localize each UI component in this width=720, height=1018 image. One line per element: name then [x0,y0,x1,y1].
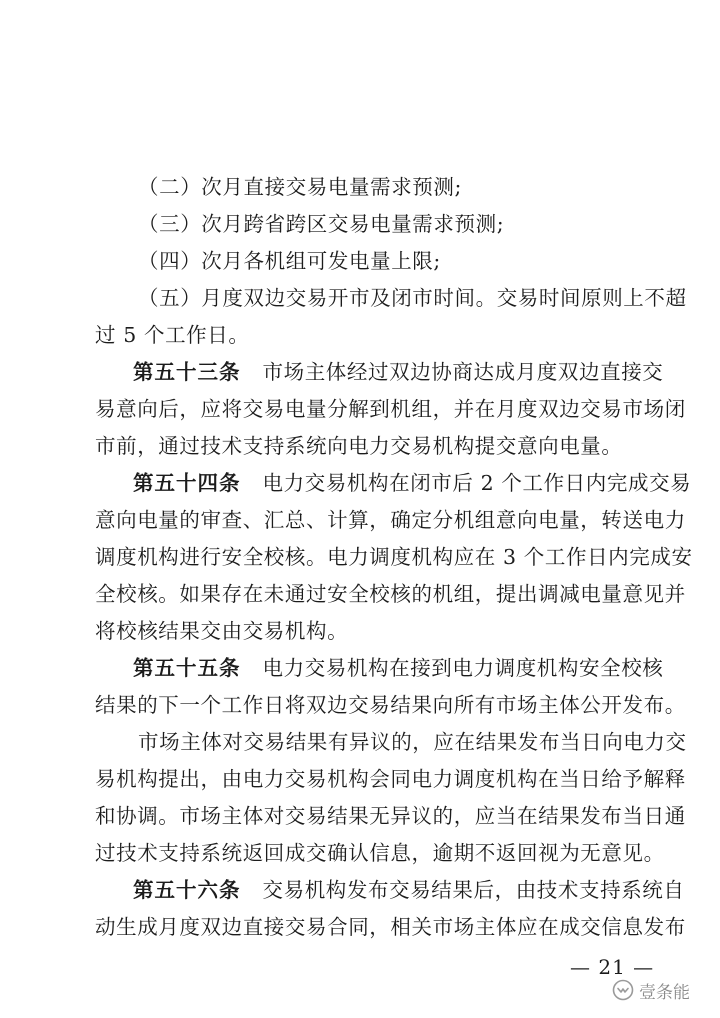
paragraph-line: 调度机构进行安全校核。电力调度机构应在 3 个工作日内完成安 [95,545,693,569]
article-53-line: 第五十三条 市场主体经过双边协商达成月度双边直接交 [0,355,720,389]
watermark-text: 壹条能 [639,982,690,1003]
article-heading: 第五十四条 [133,471,241,495]
paragraph-line: 结果的下一个工作日将双边交易结果向所有市场主体公开发布。 [95,693,686,717]
paragraph-line: 意向电量的审查、汇总、计算，确定分机组意向电量，转送电力 [95,508,686,532]
paragraph-line: 市前，通过技术支持系统向电力交易机构提交意向电量。 [95,434,623,458]
paragraph-line: （三）次月跨省跨区交易电量需求预测; [138,212,505,236]
article-heading: 第五十三条 [133,360,241,384]
paragraph-line: 全校核。如果存在未通过安全校核的机组，提出调减电量意见并 [95,582,686,606]
paragraph-line: 动生成月度双边直接交易合同，相关市场主体应在成交信息发布 [95,915,686,939]
article-54-line: 第五十四条 电力交易机构在闭市后 2 个工作日内完成交易 [0,466,720,500]
article-heading: 第五十五条 [133,656,241,680]
wechat-official-account-icon [612,979,634,1001]
paragraph-line: （二）次月直接交易电量需求预测; [138,175,463,199]
paragraph-line: 和协调。市场主体对交易结果无异议的，应当在结果发布当日通 [95,804,686,828]
watermark [612,975,690,1005]
paragraph-line: 过技术支持系统返回成交确认信息，逾期不返回视为无意见。 [95,841,665,865]
paragraph-line: 市场主体对交易结果有异议的，应在结果发布当日向电力交 [138,730,687,754]
page-number: — 21 — [570,955,655,979]
paragraph-line: 易意向后，应将交易电量分解到机组，并在月度双边交易市场闭 [95,397,686,421]
paragraph-line: （四）次月各机组可发电量上限; [138,249,441,273]
article-56-line: 第五十六条 交易机构发布交易结果后，由技术支持系统自 [0,873,720,907]
paragraph-line: （五）月度双边交易开市及闭市时间。交易时间原则上不超 [138,286,687,310]
paragraph-line: 易机构提出，由电力交易机构会同电力调度机构在当日给予解释 [95,767,686,791]
paragraph-line: 将校核结果交由交易机构。 [95,619,349,643]
paragraph-line: 过 5 个工作日。 [95,323,250,347]
article-heading: 第五十六条 [133,878,241,902]
article-55-line: 第五十五条 电力交易机构在接到电力调度机构安全校核 [0,651,720,685]
